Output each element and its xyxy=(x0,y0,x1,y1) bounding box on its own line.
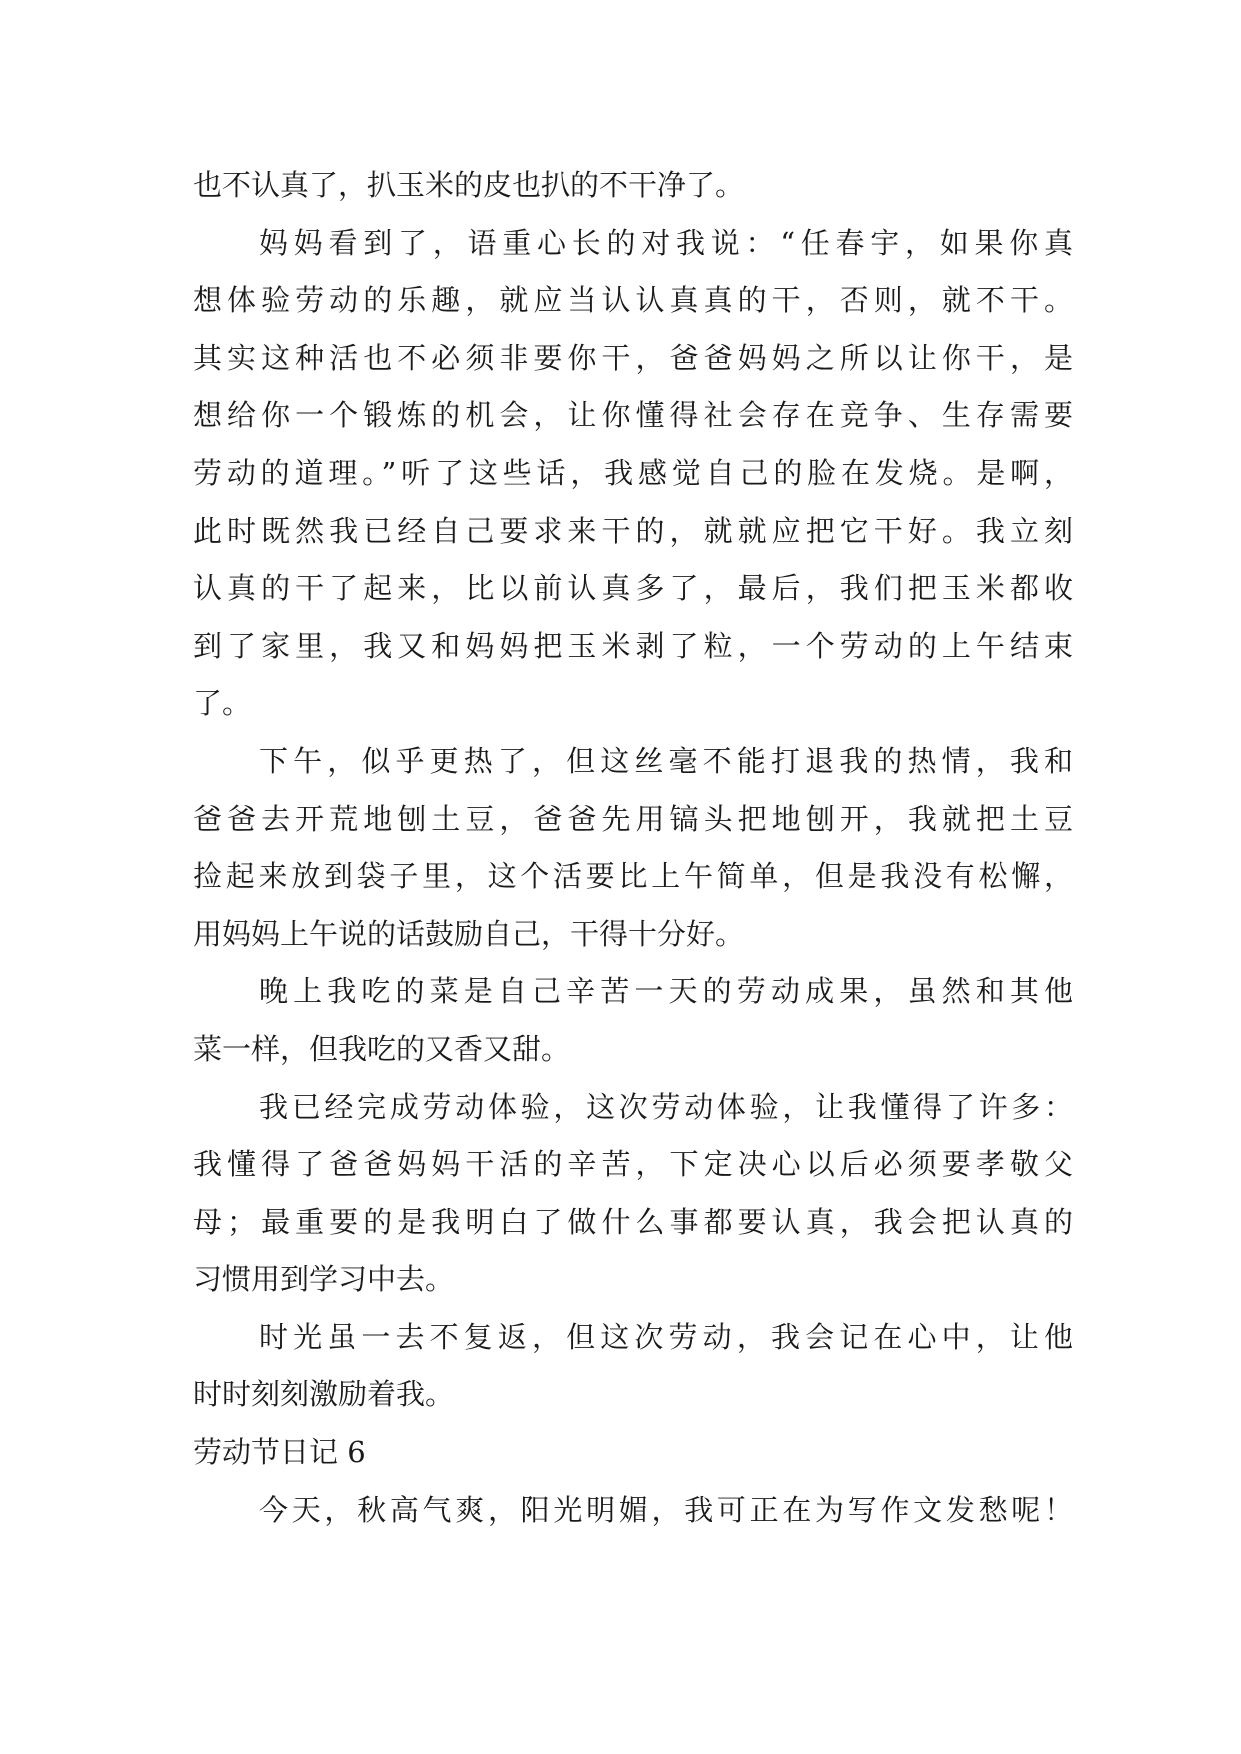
text-line: 也不认真了，扒玉米的皮也扒的不干净了。 xyxy=(193,168,745,202)
text-line: 劳动的道理。”听了这些话，我感觉自己的脸在发烧。是啊， xyxy=(193,455,1073,490)
text-line: 此时既然我已经自己要求来干的，就就应把它干好。我立刻 xyxy=(193,513,1073,548)
text-line: 我懂得了爸爸妈妈干活的辛苦，下定决心以后必须要孝敬父 xyxy=(193,1147,1073,1182)
text-line: 今天，秋高气爽，阳光明媚，我可正在为写作文发愁呢！ xyxy=(259,1492,1073,1527)
text-line: 时光虽一去不复返，但这次劳动，我会记在心中，让他 xyxy=(259,1319,1073,1354)
text-line: 我已经完成劳动体验，这次劳动体验，让我懂得了许多： xyxy=(259,1089,1073,1124)
text-line: 捡起来放到袋子里，这个活要比上午简单，但是我没有松懈， xyxy=(193,859,1073,894)
text-line: 时时刻刻激励着我。 xyxy=(193,1377,455,1412)
text-line: 认真的干了起来，比以前认真多了，最后，我们把玉米都收 xyxy=(193,571,1073,606)
text-line: 用妈妈上午说的话鼓励自己，干得十分好。 xyxy=(193,916,745,951)
text-line: 晚上我吃的菜是自己辛苦一天的劳动成果，虽然和其他 xyxy=(259,974,1073,1009)
text-line: 想体验劳动的乐趣，就应当认认真真的干，否则，就不干。 xyxy=(193,283,1073,318)
text-line: 下午，似乎更热了，但这丝毫不能打退我的热情，我和 xyxy=(259,743,1073,778)
text-line: 习惯用到学习中去。 xyxy=(193,1262,455,1297)
section-heading: 劳动节日记 6 xyxy=(193,1435,366,1470)
text-line: 菜一样，但我吃的又香又甜。 xyxy=(193,1031,571,1066)
text-line: 了。 xyxy=(193,686,252,721)
text-line: 想给你一个锻炼的机会，让你懂得社会存在竞争、生存需要 xyxy=(193,398,1073,433)
text-line: 爸爸去开荒地刨土豆，爸爸先用镐头把地刨开，我就把土豆 xyxy=(193,801,1073,836)
text-line: 到了家里，我又和妈妈把玉米剥了粒，一个劳动的上午结束 xyxy=(193,628,1073,663)
text-line: 妈妈看到了，语重心长的对我说：“任春宇，如果你真 xyxy=(259,225,1073,260)
text-line: 其实这种活也不必须非要你干，爸爸妈妈之所以让你干，是 xyxy=(193,340,1073,375)
document-body xyxy=(193,157,1073,1539)
text-line: 母；最重要的是我明白了做什么事都要认真，我会把认真的 xyxy=(193,1204,1073,1239)
